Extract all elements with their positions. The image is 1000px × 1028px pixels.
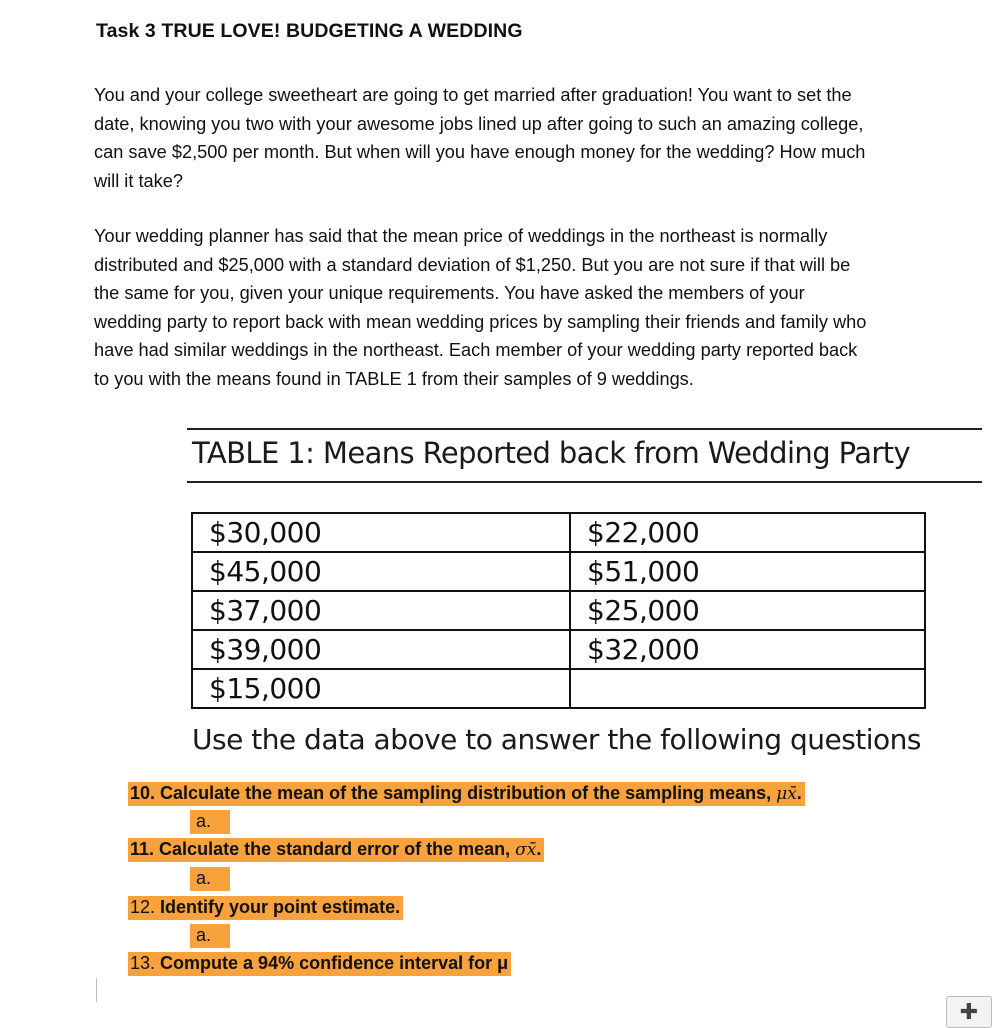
question-text: Compute a 94% confidence interval for μ: [160, 953, 509, 973]
question-13: [128, 952, 511, 976]
intro-paragraph: [94, 81, 984, 195]
table-cell: $37,000: [192, 591, 570, 630]
question-text: Calculate the standard error of the mean,: [159, 839, 511, 859]
text-line: will it take?: [94, 170, 183, 191]
question-11: [128, 838, 544, 862]
task-title: Task 3 TRUE LOVE! BUDGETING A WEDDING: [96, 20, 523, 42]
instructions-note: Use the data above to answer the following questions: [192, 723, 922, 756]
text-line: wedding party to report back with mean wedding prices by sampling their friends and family who: [94, 311, 867, 332]
text-line: have had similar weddings in the northeast. Each member of your wedding party reported back: [94, 340, 858, 360]
text-line: can save $2,500 per month. But when will you have enough money for the wedding? How much: [94, 142, 866, 162]
mu-xbar-symbol: μx̄: [776, 784, 797, 804]
question-text: Identify your point estimate.: [160, 897, 401, 917]
table-row: [192, 552, 925, 591]
table-cell: [570, 669, 925, 708]
question-12: [128, 896, 403, 920]
text-line: distributed and $25,000 with a standard deviation of $1,250. But you are not sure if that will be: [94, 254, 851, 275]
table-row: [192, 669, 925, 708]
plus-icon: ✚: [959, 999, 979, 1024]
table-cell: $39,000: [192, 630, 570, 669]
table-cell: $15,000: [192, 669, 570, 708]
caption-top-rule: [187, 428, 982, 430]
answer-11[interactable]: a.: [190, 867, 230, 891]
table-cell: $22,000: [570, 513, 925, 552]
table-cell: $30,000: [192, 513, 570, 552]
table-cell: $25,000: [570, 591, 925, 630]
text-line: Your wedding planner has said that the mean price of weddings in the northeast is normally: [94, 226, 828, 246]
table-caption: TABLE 1: Means Reported back from Wedding Party: [192, 436, 911, 470]
table-row: [192, 591, 925, 630]
table-cell: $32,000: [570, 630, 925, 669]
question-suffix: .: [536, 839, 542, 859]
planner-paragraph: [94, 222, 984, 393]
question-number: 13.: [130, 953, 156, 973]
text-line: date, knowing you two with your awesome jobs lined up after going to such an amazing college,: [94, 113, 864, 134]
question-number: 12.: [130, 897, 156, 917]
question-suffix: .: [796, 783, 802, 803]
text-line: to you with the means found in TABLE 1 from their samples of 9 weddings.: [94, 368, 694, 389]
text-cursor: [96, 978, 97, 1002]
question-number: 11.: [130, 839, 155, 859]
text-line: the same for you, given your unique requirements. You have asked the members of your: [94, 283, 805, 303]
add-button[interactable]: [946, 996, 992, 1028]
table-row: [192, 630, 925, 669]
table-row: [192, 513, 925, 552]
answer-12[interactable]: a.: [190, 924, 230, 948]
sigma-xbar-symbol: σx̄: [515, 840, 537, 860]
text-line: You and your college sweetheart are going to get married after graduation! You want to set the: [94, 85, 852, 105]
caption-bottom-rule: [187, 481, 982, 483]
table-cell: $45,000: [192, 552, 570, 591]
answer-10[interactable]: a.: [190, 810, 230, 834]
question-number: 10.: [130, 783, 156, 803]
means-table: [191, 512, 926, 709]
table-cell: $51,000: [570, 552, 925, 591]
question-text: Calculate the mean of the sampling distribution of the sampling means,: [160, 783, 772, 803]
question-10: [128, 782, 805, 806]
